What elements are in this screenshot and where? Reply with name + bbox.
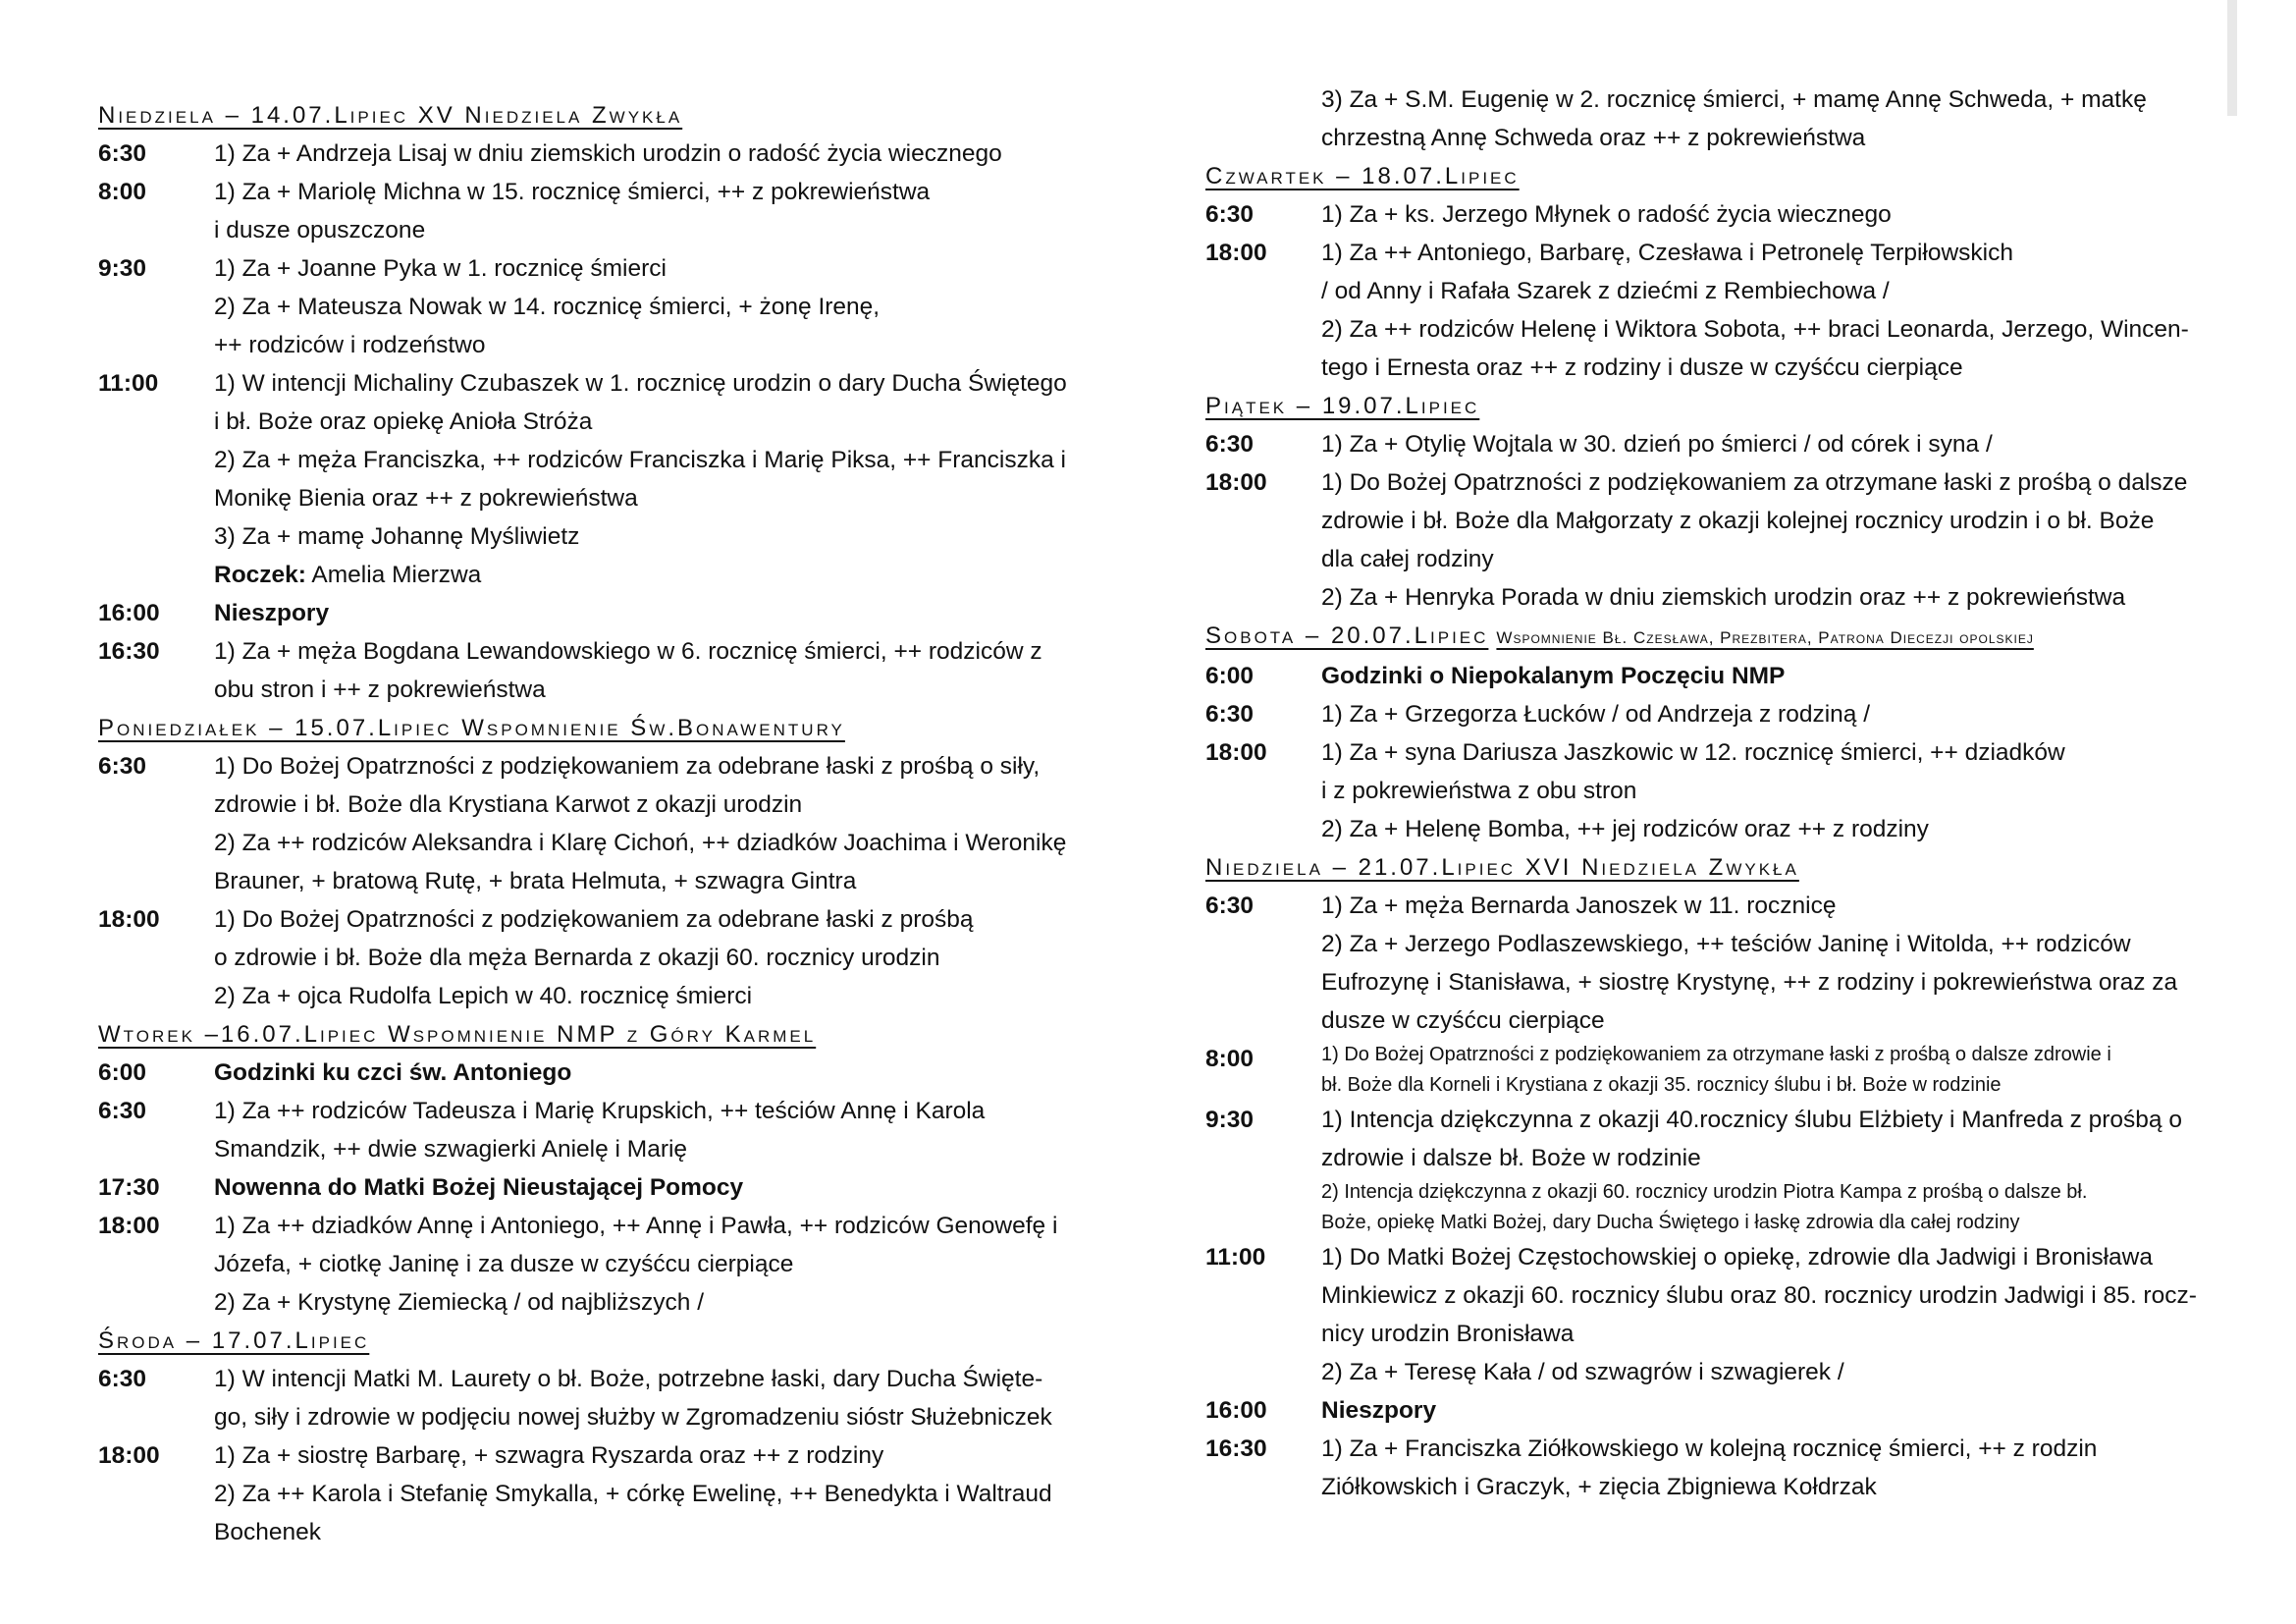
- intention-line: 1) Za + Grzegorza Łucków / od Andrzeja z rodziną /: [1321, 701, 1871, 728]
- mass-intentions: [214, 1360, 1109, 1436]
- mass-time: 6:30: [1205, 431, 1255, 458]
- mass-intentions: [214, 1168, 1109, 1207]
- intention-line: i bł. Boże oraz opiekę Anioła Stróża: [214, 408, 593, 435]
- mass-entry: [1205, 733, 2222, 848]
- mass-entry: [1205, 1430, 2222, 1506]
- mass-intentions: [214, 1054, 1109, 1092]
- mass-entry: [98, 135, 1109, 173]
- intention-line: 2) Za ++ Karola i Stefanię Smykalla, + córkę Ewelinę, ++ Benedykta i Waltraud: [214, 1481, 1052, 1507]
- intention-line: 1) Intencja dziękczynna z okazji 40.rocznicy ślubu Elżbiety i Manfreda z prośbą o: [1321, 1107, 2182, 1133]
- roczek-name: Amelia Mierzwa: [305, 562, 482, 588]
- mass-intentions: [214, 1436, 1109, 1551]
- intention-line: 1) Do Bożej Opatrzności z podziękowaniem za otrzymane łaski z prośbą o dalsze zdrowie i: [1321, 1044, 2111, 1065]
- intention-line: 1) Za + ks. Jerzego Młynek o radość życia wiecznego: [1321, 201, 1892, 228]
- intention-line: Godzinki ku czci św. Antoniego: [214, 1059, 572, 1086]
- intention-line: 1) Do Bożej Opatrzności z podziękowaniem za odebrane łaski z prośbą o siły,: [214, 753, 1041, 780]
- mass-time: 6:30: [1205, 701, 1255, 728]
- mass-intentions: [1321, 425, 2222, 463]
- intention-line: 2) Intencja dziękczynna z okazji 60. rocznicy urodzin Piotra Kampa z prośbą o dalsze bł.: [1321, 1181, 2088, 1203]
- intention-line: dusze w czyśćcu cierpiące: [1321, 1007, 1605, 1034]
- mass-time: 16:30: [98, 638, 160, 665]
- intention-line: chrzestną Annę Schweda oraz ++ z pokrewieństwa: [1321, 125, 1866, 151]
- mass-intentions: [214, 173, 1109, 249]
- intention-line: Monikę Bienia oraz ++ z pokrewieństwa: [214, 485, 638, 512]
- intention-line: o zdrowie i bł. Boże dla męża Bernarda z okazji 60. rocznicy urodzin: [214, 945, 940, 971]
- intention-line: 1) Za ++ dziadków Annę i Antoniego, ++ Annę i Pawła, ++ rodziców Genowefę i: [214, 1213, 1058, 1239]
- intention-line: 1) Za ++ rodziców Tadeusza i Marię Krupskich, ++ teściów Annę i Karola: [214, 1098, 986, 1124]
- mass-entry: [98, 1436, 1109, 1551]
- mass-time: 6:30: [98, 1366, 147, 1392]
- day-header-title: Środa – 17.07.Lipiec: [98, 1327, 370, 1354]
- mass-entry: [1205, 463, 2222, 617]
- mass-intentions: [1321, 733, 2222, 848]
- intention-line: 1) Za + Andrzeja Lisaj w dniu ziemskich urodzin o radość życia wiecznego: [214, 140, 1002, 167]
- day-header-title: Czwartek – 18.07.Lipiec: [1205, 163, 1520, 189]
- day-header: [1205, 157, 2222, 195]
- mass-intentions: [1321, 1040, 2222, 1101]
- intention-line: 1) Za + syna Dariusza Jaszkowic w 12. rocznicę śmierci, ++ dziadków: [1321, 739, 2065, 766]
- day-header: [1205, 848, 2222, 887]
- intention-line: zdrowie i dalsze bł. Boże w rodzinie: [1321, 1145, 1701, 1171]
- intention-line: tego i Ernesta oraz ++ z rodziny i dusze w czyśćcu cierpiące: [1321, 354, 1963, 381]
- intention-line: Józefa, + ciotkę Janinę i za dusze w czyśćcu cierpiące: [214, 1251, 794, 1277]
- intention-line: 1) Do Matki Bożej Częstochowskiej o opiekę, zdrowie dla Jadwigi i Bronisława: [1321, 1244, 2153, 1271]
- intention-line: Brauner, + bratową Rutę, + brata Helmuta, + szwagra Gintra: [214, 868, 857, 894]
- intention-line: 3) Za + S.M. Eugenię w 2. rocznicę śmierci, + mamę Annę Schweda, + matkę: [1321, 86, 2147, 113]
- intention-line: 1) Za + męża Bernarda Janoszek w 11. rocznicę: [1321, 893, 1837, 919]
- mass-intentions: [214, 364, 1109, 594]
- mass-intentions: [1321, 1101, 2222, 1238]
- mass-time: 8:00: [98, 179, 147, 205]
- intention-line: 2) Za + Mateusza Nowak w 14. rocznicę śmierci, + żonę Irenę,: [214, 294, 881, 320]
- intention-line: nicy urodzin Bronisława: [1321, 1321, 1575, 1347]
- intention-line: 1) W intencji Matki M. Laurety o bł. Boże, potrzebne łaski, dary Ducha Święte-: [214, 1366, 1043, 1392]
- intention-line: Smandzik, ++ dwie szwagierki Anielę i Marię: [214, 1136, 688, 1163]
- intention-line: 1) Za + Otylię Wojtala w 30. dzień po śmierci / od córek i syna /: [1321, 431, 1993, 458]
- intention-line: 2) Za + Krystynę Ziemiecką / od najbliższych /: [214, 1289, 705, 1316]
- mass-intentions: [214, 1207, 1109, 1322]
- mass-entry: [98, 900, 1109, 1015]
- mass-intentions: [214, 900, 1109, 1015]
- mass-entry: [1205, 195, 2222, 234]
- intention-line: 1) Za + Franciszka Ziółkowskiego w kolejną rocznicę śmierci, ++ z rodzin: [1321, 1435, 2098, 1462]
- mass-entry: [1205, 1391, 2222, 1430]
- mass-intentions: [214, 249, 1109, 364]
- day-header-title: Niedziela – 21.07.Lipiec XVI Niedziela Zwykła: [1205, 854, 1799, 881]
- mass-entry: [98, 1168, 1109, 1207]
- intention-line: 2) Za + Jerzego Podlaszewskiego, ++ teściów Janinę i Witolda, ++ rodziców: [1321, 931, 2131, 957]
- intention-line: i z pokrewieństwa z obu stron: [1321, 778, 1637, 804]
- intention-line: dla całej rodziny: [1321, 546, 1494, 572]
- scrollbar-thumb[interactable]: [2227, 0, 2237, 116]
- day-header-title: Niedziela – 14.07.Lipiec XV Niedziela Zwykła: [98, 102, 683, 129]
- mass-entry: [1205, 695, 2222, 733]
- intention-line: Nieszpory: [214, 600, 330, 626]
- intention-line: 2) Za + Teresę Kała / od szwagrów i szwagierek /: [1321, 1359, 1844, 1385]
- intention-line: 2) Za ++ rodziców Helenę i Wiktora Sobota, ++ braci Leonarda, Jerzego, Wincen-: [1321, 316, 2189, 343]
- mass-intentions: [1321, 463, 2222, 617]
- mass-intentions: [214, 135, 1109, 173]
- intention-line: Boże, opiekę Matki Bożej, dary Ducha Świętego i łaskę zdrowia dla całej rodziny: [1321, 1212, 2020, 1233]
- mass-entry: [98, 173, 1109, 249]
- mass-time: 18:00: [1205, 469, 1267, 496]
- intention-line: 1) Za + Joanne Pyka w 1. rocznicę śmierci: [214, 255, 667, 282]
- mass-time: 18:00: [98, 1442, 160, 1469]
- day-header: [98, 709, 1109, 747]
- mass-time: 6:30: [98, 753, 147, 780]
- day-header: [1205, 617, 2222, 657]
- mass-entry: [98, 249, 1109, 364]
- intention-line: Nieszpory: [1321, 1397, 1437, 1424]
- intention-line: 2) Za + Helenę Bomba, ++ jej rodziców oraz ++ z rodziny: [1321, 816, 1929, 842]
- mass-intentions: [214, 1092, 1109, 1168]
- mass-intentions: [1321, 1238, 2222, 1391]
- intention-line: Nowenna do Matki Bożej Nieustającej Pomocy: [214, 1174, 744, 1201]
- day-header-title: Poniedziałek – 15.07.Lipiec Wspomnienie Św.Bonawentury: [98, 715, 845, 741]
- intention-line: 1) Do Bożej Opatrzności z podziękowaniem za otrzymane łaski z prośbą o dalsze: [1321, 469, 2188, 496]
- intention-line: i dusze opuszczone: [214, 217, 426, 244]
- mass-entry: [1205, 1101, 2222, 1238]
- intention-line: 2) Za ++ rodziców Aleksandra i Klarę Cichoń, ++ dziadków Joachima i Weronikę: [214, 830, 1067, 856]
- intention-line: go, siły i zdrowie w podjęciu nowej służby w Zgromadzeniu sióstr Służebniczek: [214, 1404, 1052, 1431]
- mass-time: 6:30: [1205, 201, 1255, 228]
- intention-line: Ziółkowskich i Graczyk, + zięcia Zbigniewa Kołdrzak: [1321, 1474, 1877, 1500]
- intention-line: 1) Za + męża Bogdana Lewandowskiego w 6. rocznicę śmierci, ++ rodziców z: [214, 638, 1042, 665]
- day-header-title: Sobota – 20.07.Lipiec: [1205, 623, 1489, 649]
- mass-intentions: [1321, 234, 2222, 387]
- mass-intentions: [214, 632, 1109, 709]
- mass-intentions: [214, 594, 1109, 632]
- mass-entry: [1205, 425, 2222, 463]
- mass-time: 6:00: [98, 1059, 147, 1086]
- mass-intentions: [214, 747, 1109, 900]
- mass-entry: [98, 1092, 1109, 1168]
- mass-intentions: [1321, 195, 2222, 234]
- mass-intentions: [1321, 1430, 2222, 1506]
- intention-line: Eufrozynę i Stanisława, + siostrę Krystynę, ++ z rodziny i pokrewieństwa oraz za: [1321, 969, 2178, 996]
- mass-time: 18:00: [98, 1213, 160, 1239]
- mass-time: 18:00: [1205, 240, 1267, 266]
- day-header: [98, 96, 1109, 135]
- mass-time: 16:00: [1205, 1397, 1267, 1424]
- day-header: [1205, 387, 2222, 425]
- intention-line: 2) Za + Henryka Porada w dniu ziemskich urodzin oraz ++ z pokrewieństwa: [1321, 584, 2126, 611]
- intention-line: Godzinki o Niepokalanym Poczęciu NMP: [1321, 663, 1786, 689]
- mass-entry: [1205, 1040, 2222, 1101]
- mass-intentions: [1321, 1391, 2222, 1430]
- mass-time: 6:30: [1205, 893, 1255, 919]
- mass-time: 17:30: [98, 1174, 160, 1201]
- mass-intentions: [1321, 81, 2222, 157]
- mass-time: 16:30: [1205, 1435, 1267, 1462]
- day-header-title: Piątek – 19.07.Lipiec: [1205, 393, 1480, 419]
- day-header: [98, 1015, 1109, 1054]
- right-column: [1205, 81, 2222, 1506]
- intention-line: Bochenek: [214, 1519, 321, 1545]
- intention-line: 2) Za + ojca Rudolfa Lepich w 40. rocznicę śmierci: [214, 983, 753, 1009]
- mass-time: 18:00: [98, 906, 160, 933]
- mass-time: 8:00: [1205, 1046, 1255, 1072]
- mass-intentions: [1321, 887, 2222, 1040]
- mass-entry: [98, 632, 1109, 709]
- mass-time: 6:00: [1205, 663, 1255, 689]
- intention-line: 1) Za + Mariolę Michna w 15. rocznicę śmierci, ++ z pokrewieństwa: [214, 179, 931, 205]
- mass-entry: [98, 747, 1109, 900]
- carry-over-entry: [1205, 81, 2222, 157]
- intention-line: ++ rodziców i rodzeństwo: [214, 332, 486, 358]
- mass-entry: [98, 1054, 1109, 1092]
- intention-line: 1) Za + siostrę Barbarę, + szwagra Ryszarda oraz ++ z rodziny: [214, 1442, 884, 1469]
- intention-line: 2) Za + męża Franciszka, ++ rodziców Franciszka i Marię Piksa, ++ Franciszka i: [214, 447, 1066, 473]
- day-header-title: Wtorek –16.07.Lipiec Wspomnienie NMP z Góry Karmel: [98, 1021, 817, 1048]
- intention-line: / od Anny i Rafała Szarek z dziećmi z Rembiechowa /: [1321, 278, 1890, 304]
- intention-line: Minkiewicz z okazji 60. rocznicy ślubu oraz 80. rocznicy urodzin Jadwigi i 85. rocz-: [1321, 1282, 2197, 1309]
- mass-time: 9:30: [98, 255, 147, 282]
- roczek-line: [214, 556, 1109, 594]
- mass-time: 16:00: [98, 600, 160, 626]
- left-column: [98, 96, 1109, 1551]
- intention-line: 3) Za + mamę Johannę Myśliwietz: [214, 523, 580, 550]
- mass-time: 6:30: [98, 1098, 147, 1124]
- mass-entry: [98, 364, 1109, 594]
- mass-entry: [98, 1360, 1109, 1436]
- mass-entry: [1205, 657, 2222, 695]
- roczek-label: Roczek:: [214, 562, 306, 588]
- intention-line: 1) Za ++ Antoniego, Barbarę, Czesława i Petronelę Terpiłowskich: [1321, 240, 2013, 266]
- intention-line: 1) Do Bożej Opatrzności z podziękowaniem za odebrane łaski z prośbą: [214, 906, 974, 933]
- mass-intentions: [1321, 695, 2222, 733]
- intention-line: zdrowie i bł. Boże dla Małgorzaty z okazji kolejnej rocznicy urodzin i o bł. Boże: [1321, 508, 2155, 534]
- mass-time: 18:00: [1205, 739, 1267, 766]
- mass-intentions: [1321, 657, 2222, 695]
- intention-line: obu stron i ++ z pokrewieństwa: [214, 677, 546, 703]
- mass-entry: [1205, 234, 2222, 387]
- intention-line: zdrowie i bł. Boże dla Krystiana Karwot z okazji urodzin: [214, 791, 803, 818]
- intention-line: 1) W intencji Michaliny Czubaszek w 1. rocznicę urodzin o dary Ducha Świętego: [214, 370, 1067, 397]
- day-header: [98, 1322, 1109, 1360]
- intention-line: bł. Boże dla Korneli i Krystiana z okazji 35. rocznicy ślubu i bł. Boże w rodzinie: [1321, 1074, 2002, 1096]
- mass-entry: [1205, 887, 2222, 1040]
- day-header-subtitle: Wspomnienie Bł. Czesława, Prezbitera, Patrona Diecezji opolskiej: [1496, 628, 2034, 647]
- mass-time: 6:30: [98, 140, 147, 167]
- mass-time: 11:00: [98, 370, 159, 397]
- mass-time: 11:00: [1205, 1244, 1266, 1271]
- mass-entry: [1205, 1238, 2222, 1391]
- mass-entry: [98, 1207, 1109, 1322]
- mass-time: 9:30: [1205, 1107, 1255, 1133]
- mass-entry: [98, 594, 1109, 632]
